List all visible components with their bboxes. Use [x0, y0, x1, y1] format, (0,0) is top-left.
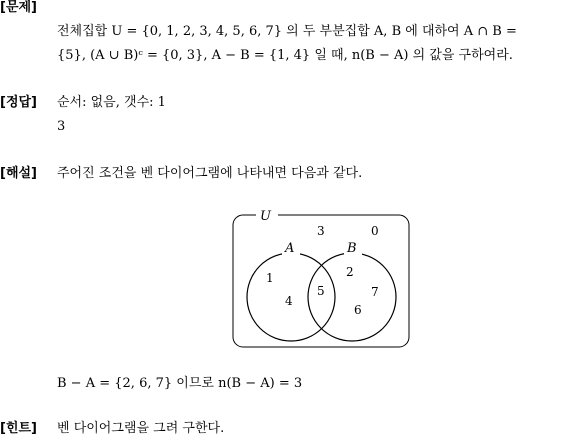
solution-label: [해설]	[0, 166, 37, 181]
only-b-element: 7	[371, 285, 379, 299]
hint-label: [힌트]	[0, 421, 37, 436]
problem-text-line-2: {5}, (A ∪ B)ᶜ = {0, 3}, A − B = {1, 4} 일 때, n(B − A) 의 값을 구하여라.	[57, 48, 513, 63]
problem-label: [문제]	[0, 0, 37, 15]
only-a-element: 1	[266, 271, 274, 285]
set-b-label: B	[347, 241, 357, 256]
intersection-element: 5	[317, 284, 325, 298]
only-a-element: 4	[285, 294, 293, 308]
problem-text-line-1: 전체집합 U = {0, 1, 2, 3, 4, 5, 6, 7} 의 두 부분집합 A, B 에 대하여 A ∩ B =	[57, 24, 517, 39]
universe-label: U	[260, 209, 271, 224]
venn-diagram	[228, 203, 418, 353]
only-b-element: 2	[346, 265, 354, 279]
answer-label: [정답]	[0, 95, 37, 110]
solution-intro: 주어진 조건을 벤 다이어그램에 나타내면 다음과 같다.	[57, 166, 363, 181]
solution-conclusion: B − A = {2, 6, 7} 이므로 n(B − A) = 3	[57, 376, 303, 391]
hint-text: 벤 다이어그램을 그려 구한다.	[57, 421, 225, 436]
set-a-label: A	[285, 241, 295, 256]
outside-element: 0	[371, 224, 379, 238]
only-b-element: 6	[354, 303, 362, 317]
answer-value: 3	[57, 119, 66, 134]
answer-meta: 순서: 없음, 갯수: 1	[57, 95, 166, 110]
outside-element: 3	[317, 224, 325, 238]
